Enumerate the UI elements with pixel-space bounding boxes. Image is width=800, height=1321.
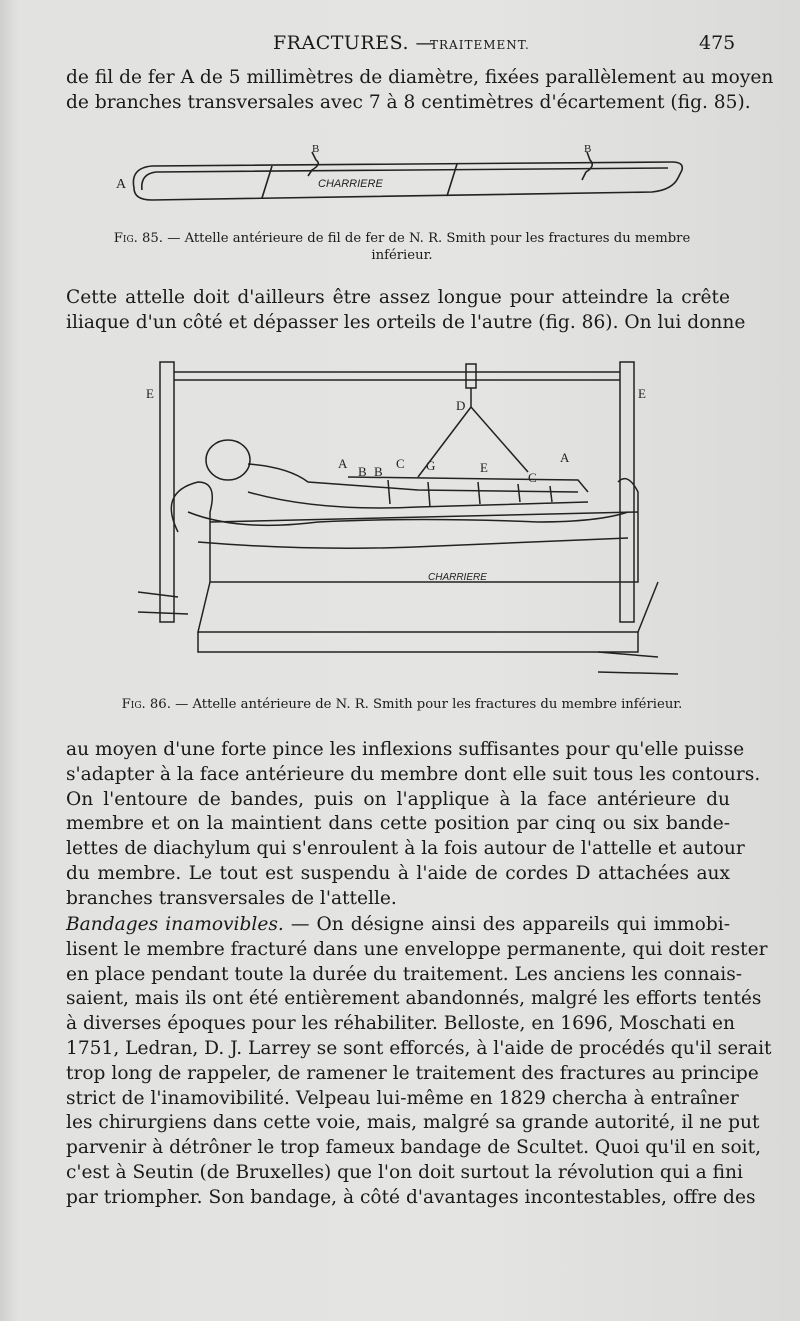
text-line: [66, 913, 730, 938]
label-g: G: [426, 458, 436, 473]
page-number: 475: [699, 32, 736, 54]
label-a: A: [116, 177, 127, 192]
figure-86-bed-illustration: [118, 352, 678, 692]
caption-text: — Attelle antérieure de fil de fer de N. R. Smith pour les fractures du membre: [167, 231, 691, 246]
text-line: par triompher. Son bandage, à côté d'avantages incontestables, offre des: [66, 1186, 756, 1208]
text-line: 1751, Ledran, D. J. Larrey se sont efforcés, à l'aide de procédés qu'il serait: [66, 1037, 772, 1059]
caption-figure-number: Fig. 85.: [113, 231, 163, 246]
text-line: au moyen d'une forte pince les inflexions suffisantes pour qu'elle puisse: [66, 739, 745, 760]
figure-85-caption: [70, 230, 734, 264]
paragraph-application: [66, 738, 761, 912]
text-line: lettes de diachylum qui s'enroulent à la fois autour de l'attelle et autour: [66, 838, 745, 860]
label-b1: B: [358, 464, 367, 479]
caption-text-continued: inférieur.: [371, 248, 433, 263]
text-span: — On désigne ainsi des appareils qui immobi-: [283, 914, 730, 935]
figure-86-caption: [70, 696, 734, 713]
label-e-left: E: [146, 386, 154, 401]
figure-85-splint-illustration: [112, 140, 712, 215]
text-line: saient, mais ils ont été entièrement abandonnés, malgré les efforts tentés: [66, 988, 762, 1010]
paragraph-length: [66, 286, 746, 336]
maker-mark: CHARRIERE: [318, 178, 383, 190]
text-line: en place pendant toute la durée du traitement. Les anciens les connais-: [66, 963, 743, 985]
text-line: iliaque d'un côté et dépasser les orteils de l'autre (fig. 86). On lui donne: [66, 311, 746, 333]
label-e-right: E: [638, 386, 646, 401]
text-line: Cette attelle doit d'ailleurs être assez longue pour atteindre la crête: [66, 287, 730, 308]
caption-figure-number: Fig. 86.: [121, 697, 171, 712]
text-line: c'est à Seutin (de Bruxelles) que l'on doit surtout la révolution qui a fini: [66, 1161, 743, 1183]
maker-mark: CHARRIERE: [428, 572, 487, 583]
running-header: [0, 32, 800, 58]
label-d: D: [456, 398, 466, 413]
label-a1: A: [338, 456, 348, 471]
text-line: On l'entoure de bandes, puis on l'applique à la face antérieure du: [66, 788, 730, 810]
header-subtitle: TRAITEMENT.: [430, 38, 530, 52]
text-line: de fil de fer A de 5 millimètres de diamètre, fixées parallèlement au moyen: [66, 67, 774, 88]
text-line: membre et on la maintient dans cette position par cinq ou six bande-: [66, 813, 730, 835]
text-line: trop long de rappeler, de ramener le traitement des fractures au principe: [66, 1062, 759, 1084]
header-title: FRACTURES. —: [273, 32, 436, 54]
caption-text: — Attelle antérieure de N. R. Smith pour les fractures du membre inférieur.: [175, 697, 683, 712]
label-c2: C: [528, 470, 537, 485]
label-b1: B: [312, 143, 320, 155]
text-line: à diverses époques pour les réhabiliter. Belloste, en 1696, Moschati en: [66, 1013, 735, 1035]
text-line: du membre. Le tout est suspendu à l'aide de cordes D attachées aux: [66, 862, 730, 884]
paragraph-bandages: [66, 913, 772, 1211]
text-line: parvenir à détrôner le trop fameux bandage de Scultet. Quoi qu'il en soit,: [66, 1137, 761, 1159]
text-line: strict de l'inamovibilité. Velpeau lui-même en 1829 chercha à entraîner: [66, 1087, 739, 1109]
text-line: s'adapter à la face antérieure du membre dont elle suit tous les contours.: [66, 763, 761, 785]
text-line: de branches transversales avec 7 à 8 centimètres d'écartement (fig. 85).: [66, 91, 751, 113]
section-heading: Bandages inamovibles.: [66, 914, 284, 935]
label-c1: C: [396, 456, 405, 471]
text-line: branches transversales de l'attelle.: [66, 887, 397, 909]
label-e-mid: E: [480, 460, 488, 475]
label-a2: A: [560, 450, 570, 465]
label-b2: B: [374, 464, 383, 479]
text-line: les chirurgiens dans cette voie, mais, malgré sa grande autorité, il ne put: [66, 1112, 760, 1134]
label-b2: B: [584, 143, 592, 155]
text-line: lisent le membre fracturé dans une enveloppe permanente, qui doit rester: [66, 938, 768, 960]
paragraph-intro: [66, 66, 774, 116]
